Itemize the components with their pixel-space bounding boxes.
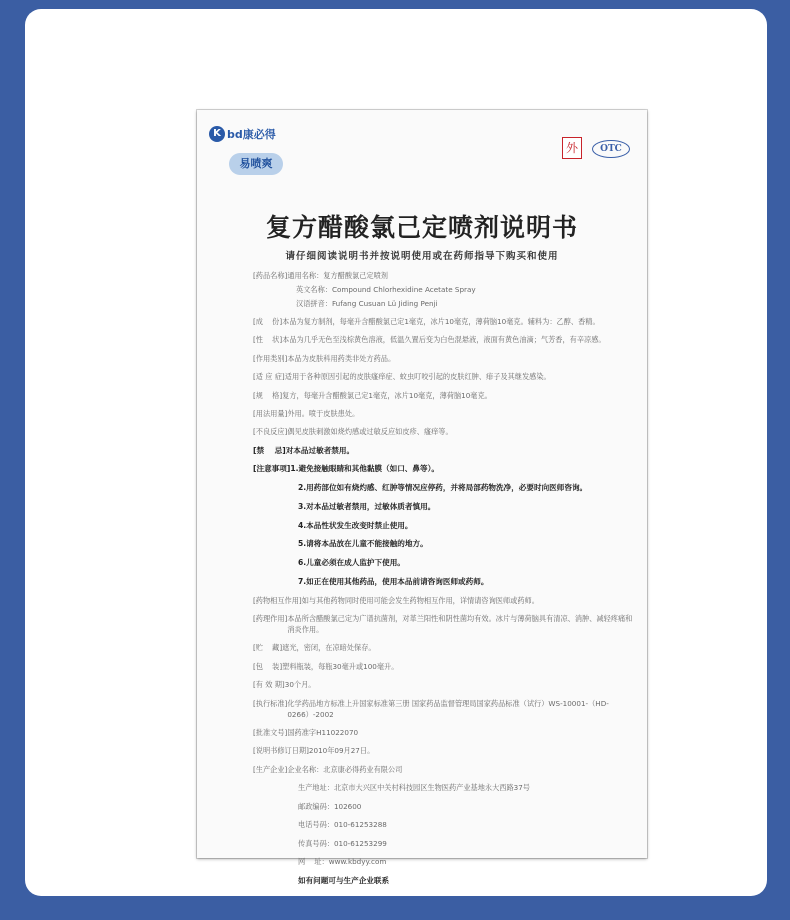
section-label: [用法用量] <box>253 408 288 418</box>
manufacturer-website: 网 址：www.kbdyy.com <box>298 857 387 867</box>
precaution-item: 1.避免接触眼睛和其他黏膜（如口、鼻等）。 <box>290 464 439 474</box>
section-row <box>253 316 638 327</box>
section-row <box>253 595 638 606</box>
section-value: 本品为皮肤科用药类非处方药品。 <box>287 353 396 363</box>
section-value: 化学药品地方标准上升国家标准第三册 国家药品监督管理局国家药品标准（试行）WS-10001-（HD-0266）-2002 <box>287 698 609 719</box>
section-label: [药理作用] <box>253 614 288 624</box>
section-value: 复方，每毫升含醋酸氯己定1毫克，冰片10毫克，薄荷脑10毫克。 <box>282 390 492 400</box>
manufacturer-postcode: 邮政编码：102600 <box>298 801 362 811</box>
section-value: 遮光，密闭，在凉暗处保存。 <box>282 643 376 653</box>
section-value: 如与其他药物同时使用可能会发生药物相互作用，详情请咨询医师或药师。 <box>301 595 539 605</box>
section-label: [性 状] <box>253 335 283 345</box>
section-value: 2010年09月27日。 <box>308 746 375 756</box>
section-label: [规 格] <box>253 390 283 400</box>
precautions-section <box>253 463 638 474</box>
otc-badge: OTC <box>592 140 630 158</box>
section-value: 外用。喷于皮肤患处。 <box>287 408 360 418</box>
section-row <box>253 390 638 401</box>
drug-name-section <box>253 270 638 281</box>
section-row <box>253 334 638 345</box>
drug-english-name: 英文名称：Compound Chlorhexidine Acetate Spray <box>296 285 476 294</box>
product-badge: 易喷爽 <box>229 153 283 175</box>
precaution-item: 5.请将本品放在儿童不能接触的地方。 <box>298 539 428 549</box>
background-card <box>25 9 767 896</box>
manufacturer-fax: 传真号码：010-61253299 <box>298 838 387 848</box>
section-label: [禁 忌] <box>253 445 286 455</box>
section-row <box>253 745 638 756</box>
section-row <box>253 353 638 364</box>
section-label: [批准文号] <box>253 728 288 738</box>
section-label: [适 应 症] <box>253 372 285 382</box>
leaflet-body <box>253 270 638 886</box>
section-value: 对本品过敏者禁用。 <box>285 445 355 455</box>
section-label: [有 效 期] <box>253 680 285 690</box>
external-use-badge: 外 <box>562 137 582 159</box>
section-row <box>253 613 638 635</box>
brand-logo-mark: K <box>209 126 225 142</box>
section-value: 30个月。 <box>284 680 316 690</box>
precaution-item: 6.儿童必须在成人监护下使用。 <box>298 558 405 568</box>
manufacturer-section <box>253 764 638 775</box>
contact-note: 如有问题可与生产企业联系 <box>298 875 390 885</box>
section-label: [成 份] <box>253 317 283 326</box>
section-value: 塑料瓶装，每瓶30毫升或100毫升。 <box>282 661 399 671</box>
manufacturer-address: 生产地址：北京市大兴区中关村科技园区生物医药产业基地永大西路37号 <box>298 783 530 793</box>
precaution-item: 7.如正在使用其他药品，使用本品前请咨询医师或药师。 <box>298 576 489 586</box>
precaution-item: 3.对本品过敏者禁用，过敏体质者慎用。 <box>298 501 436 511</box>
section-row <box>253 408 638 419</box>
section-value: 国药准字H11022070 <box>287 728 359 738</box>
precaution-item: 4.本品性状发生改变时禁止使用。 <box>298 520 413 530</box>
manufacturer-phone: 电话号码：010-61253288 <box>298 820 387 830</box>
brand-logo-text: bd康必得 <box>227 128 276 141</box>
precaution-item: 2.用药部位如有烧灼感、红肿等情况应停药，并将局部药物洗净，必要时向医师咨询。 <box>298 482 588 492</box>
section-label: [药物相互作用] <box>253 595 302 605</box>
manufacturer-name: 企业名称：北京康必得药业有限公司 <box>287 764 403 774</box>
section-label: [注意事项] <box>253 464 291 474</box>
section-row <box>253 642 638 653</box>
drug-common-name: 通用名称：复方醋酸氯己定喷剂 <box>287 271 388 280</box>
section-label: [作用类别] <box>253 353 288 363</box>
document-title: 复方醋酸氯己定喷剂说明书 <box>265 213 578 242</box>
section-row <box>253 727 638 738</box>
section-row <box>253 698 638 720</box>
section-value: 偶见皮肤刺激如烧灼感或过敏反应如皮疹、瘙痒等。 <box>287 427 453 437</box>
section-label: [不良反应] <box>253 427 288 437</box>
section-label: [贮 藏] <box>253 643 283 653</box>
section-label: [执行标准] <box>253 698 288 708</box>
document-subtitle: 请仔细阅读说明书并按说明使用或在药师指导下购买和使用 <box>285 251 559 262</box>
contraindication-section <box>253 445 638 456</box>
section-label: [药品名称] <box>253 271 288 280</box>
drug-pinyin-name: 汉语拼音：Fufang Cusuan Lü Jiding Penji <box>296 299 438 308</box>
section-value: 本品为复方制剂，每毫升含醋酸氯己定1毫克，冰片10毫克，薄荷脑10毫克。辅料为：乙醇、香精。 <box>282 317 600 326</box>
section-value: 本品为几乎无色至浅棕黄色溶液，低温久置后变为白色混悬液，液面有黄色油滴；气芳香，有辛凉感。 <box>282 335 606 345</box>
instruction-leaflet <box>197 110 647 885</box>
section-label: [说明书修订日期] <box>253 746 309 756</box>
section-label: [生产企业] <box>253 764 288 774</box>
section-value: 本品所含醋酸氯己定为广谱抗菌剂，对革兰阳性和阴性菌均有效。冰片与薄荷脑具有清凉、消肿、减轻疼痛和消炎作用。 <box>287 614 633 635</box>
section-row <box>253 661 638 672</box>
brand-logo <box>209 126 276 142</box>
section-row <box>253 426 638 437</box>
section-value: 适用于各种原因引起的皮肤瘙痒症、蚊虫叮咬引起的皮肤红肿、痱子及其继发感染。 <box>284 372 551 382</box>
section-row <box>253 371 638 382</box>
section-label: [包 装] <box>253 661 283 671</box>
section-row <box>253 679 638 690</box>
